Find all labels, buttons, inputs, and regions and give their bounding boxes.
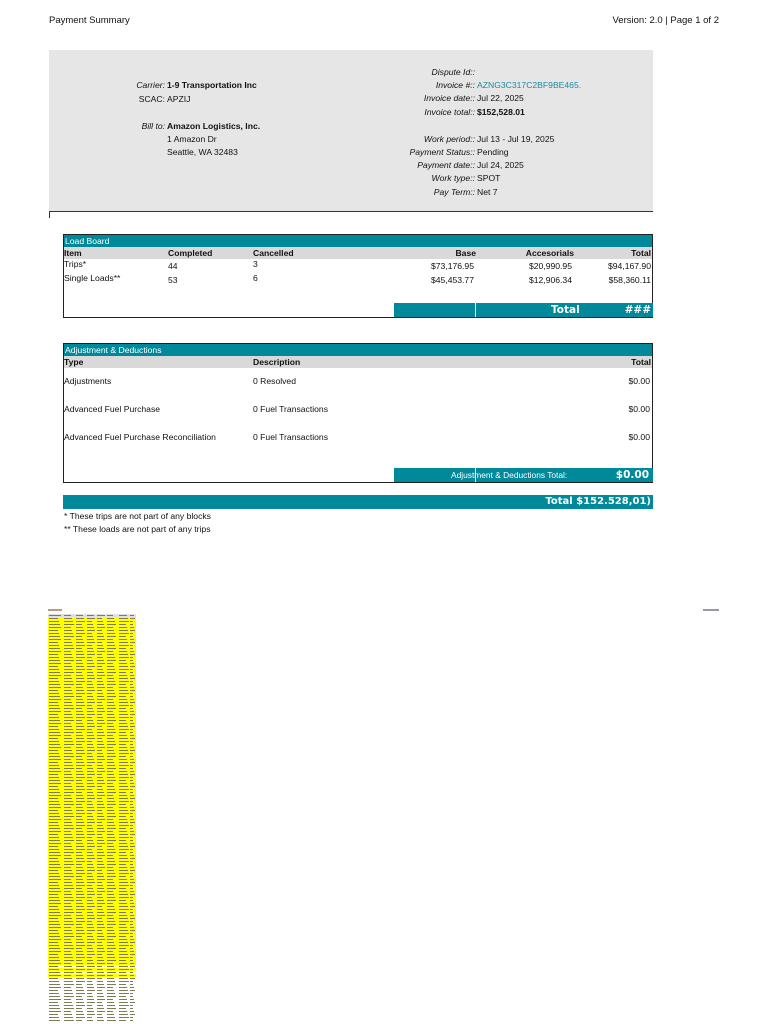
payment-date-value: Jul 24, 2025 (477, 160, 524, 170)
col-base: Base (455, 248, 476, 258)
adjustments-total-label: Adjustment & Deductions Total: (451, 470, 568, 480)
scac-value: APZIJ (167, 94, 191, 104)
invoice-total-value: $152,528.01 (477, 107, 525, 117)
row-description: 0 Fuel Transactions (253, 404, 328, 414)
row-total: $0.00 (628, 376, 650, 386)
cell-divider (475, 303, 476, 317)
invoice-date-label: Invoice date:: (423, 93, 475, 103)
version-page-info: Version: 2.0 | Page 1 of 2 (612, 15, 719, 26)
payment-status-label: Payment Status:: (409, 147, 475, 157)
grand-total-bar (63, 495, 653, 509)
row-total: $0.00 (628, 432, 650, 442)
row-type: Advanced Fuel Purchase Reconciliation (64, 432, 216, 442)
pay-term-label: Pay Term:: (433, 187, 475, 197)
load-board-total-bar (394, 303, 653, 317)
row-total: $94,167.90 (607, 261, 651, 271)
load-board-total-value: ### (624, 304, 651, 316)
row-completed: 44 (168, 261, 178, 271)
adjustments-total-value: $0.00 (615, 469, 649, 481)
row-accessorials: $20,990.95 (528, 261, 572, 271)
invoice-number-link[interactable]: AZNG3C317C2BF9BE465. (477, 80, 582, 90)
row-type: Advanced Fuel Purchase (64, 404, 161, 414)
address-line-2: Seattle, WA 32483 (167, 147, 238, 157)
row-completed: 53 (168, 275, 178, 285)
row-item: Trips* (64, 259, 87, 269)
col-completed: Completed (168, 248, 213, 258)
load-board-header (64, 247, 652, 259)
divider (49, 211, 653, 212)
pay-term-value: Net 7 (477, 187, 498, 197)
invoice-number-label: Invoice #:: (435, 80, 475, 90)
row-total: $0.00 (628, 404, 650, 414)
col-cancelled: Cancelled (253, 248, 294, 258)
invoice-info-panel (49, 50, 653, 211)
col-item: Item (64, 248, 82, 258)
page-title: Payment Summary (49, 15, 130, 26)
adjustments-table (63, 343, 653, 483)
bill-to-label: Bill to: (141, 121, 165, 131)
row-item: Single Loads** (64, 273, 121, 283)
adjustments-header (64, 356, 652, 368)
adjustments-title: Adjustment & Deductions (64, 344, 652, 356)
row-description: 0 Resolved (253, 376, 296, 386)
col-type: Type (64, 357, 84, 367)
thumbnail-row (48, 1019, 136, 1022)
adjustments-total-bar (394, 468, 653, 482)
payment-status-value: Pending (477, 147, 509, 157)
payment-date-label: Payment date:: (417, 160, 475, 170)
table-row (64, 430, 652, 458)
col-accessorials: Accesorials (525, 248, 574, 258)
table-row (64, 402, 652, 430)
row-cancelled: 3 (253, 259, 258, 269)
scac-label: SCAC: (138, 94, 165, 104)
carrier-name: 1-9 Transportation Inc (167, 80, 257, 90)
table-row (64, 259, 652, 273)
work-type-value: SPOT (477, 173, 501, 183)
load-board-table (63, 234, 653, 318)
footnote-trips: * These trips are not part of any blocks (64, 511, 211, 521)
thumbnail-title-mark (48, 609, 62, 611)
carrier-label: Carrier: (136, 80, 165, 90)
bill-to-name: Amazon Logistics, Inc. (167, 121, 261, 131)
row-cancelled: 6 (253, 273, 258, 283)
col-total: Total (631, 357, 651, 367)
row-total: $58,360.11 (608, 275, 651, 285)
col-total: Total (631, 248, 651, 258)
row-type: Adjustments (64, 376, 112, 386)
work-period-value: Jul 13 - Jul 19, 2025 (477, 134, 555, 144)
dispute-id-label: Dispute Id:: (431, 67, 475, 77)
thumbnail-reference-mark (703, 609, 719, 611)
row-base: $73,176.95 (430, 261, 474, 271)
table-row (64, 273, 652, 287)
table-row (64, 374, 652, 402)
work-period-label: Work period:: (423, 134, 475, 144)
invoice-date-value: Jul 22, 2025 (477, 93, 524, 103)
work-type-label: Work type:: (431, 173, 475, 183)
page-2-thumbnail (48, 614, 136, 1024)
row-description: 0 Fuel Transactions (253, 432, 328, 442)
divider-tick (49, 211, 50, 218)
footnote-loads: ** These loads are not part of any trips (64, 524, 211, 534)
row-base: $45,453.77 (430, 275, 474, 285)
invoice-total-label: Invoice total:: (424, 107, 475, 117)
address-line-1: 1 Amazon Dr (167, 134, 217, 144)
load-board-title: Load Board (64, 235, 652, 247)
load-board-total-label: Total (551, 304, 580, 316)
grand-total: Total $152.528,01) (545, 496, 651, 507)
col-description: Description (253, 357, 301, 367)
row-accessorials: $12,906.34 (528, 275, 572, 285)
